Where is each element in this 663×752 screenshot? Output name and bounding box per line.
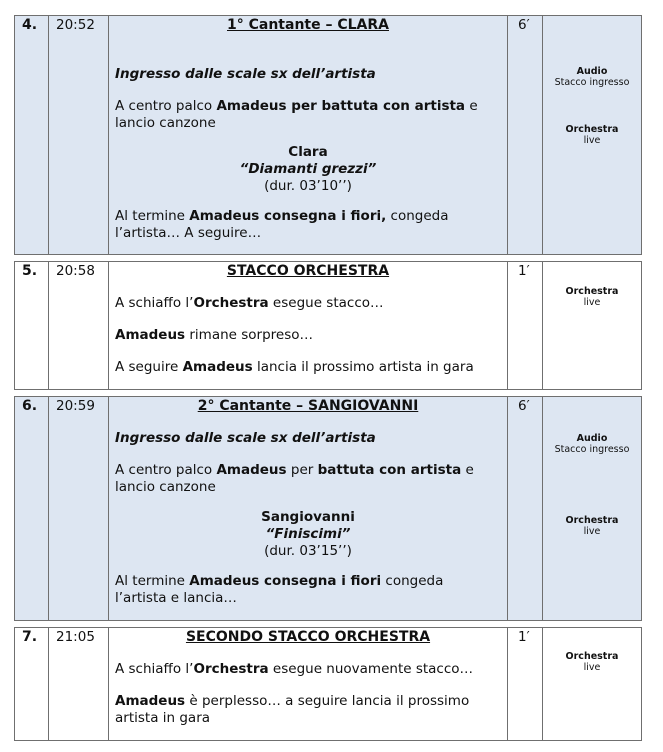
cue-duration-cell	[508, 397, 543, 620]
cue-row-5	[14, 261, 642, 390]
artist-name: Clara	[288, 144, 328, 160]
cue-number: 6.	[22, 398, 38, 414]
song-duration: (dur. 03’10’’)	[264, 178, 352, 194]
reaction-text: Amadeus rimane sorpreso…	[115, 327, 314, 343]
cue-row-6	[14, 396, 642, 621]
closing-text: Al termine Amadeus consegna i fiori congeda l’artista e lancia…	[115, 573, 444, 606]
song-title: “Finiscimi”	[265, 526, 351, 542]
closing-text: Al termine Amadeus consegna i fiori, congeda l’artista… A seguire…	[115, 208, 449, 241]
direction-text: A centro palco Amadeus per battuta con artista e lancio canzone	[115, 462, 474, 495]
cue-time-cell	[49, 628, 109, 740]
cue-duration: 6′	[518, 398, 530, 414]
cue-notes-cell	[543, 628, 641, 740]
orchestra-note: Orchestra live	[565, 124, 619, 146]
cue-duration: 1′	[518, 629, 530, 645]
entrance-note: Ingresso dalle scale sx dell’artista	[115, 430, 376, 446]
cue-row-7	[14, 627, 642, 741]
cue-duration: 6′	[518, 17, 530, 33]
cue-description-cell	[109, 262, 508, 389]
cue-time-cell	[49, 397, 109, 620]
audio-note: Audio Stacco ingresso	[554, 433, 630, 455]
cue-notes-cell	[543, 16, 641, 254]
cue-notes-cell	[543, 397, 641, 620]
cue-description-cell	[109, 16, 508, 254]
cue-duration-cell	[508, 16, 543, 254]
cue-number-cell	[15, 628, 49, 740]
direction-text: A schiaffo l’Orchestra esegue nuovamente stacco…	[115, 661, 474, 677]
cue-number-cell	[15, 16, 49, 254]
cue-description-cell	[109, 628, 508, 740]
cue-duration: 1′	[518, 263, 530, 279]
orchestra-note: Orchestra live	[565, 515, 619, 537]
cue-notes-cell	[543, 262, 641, 389]
audio-note: Audio Stacco ingresso	[554, 66, 630, 88]
cue-time-cell	[49, 16, 109, 254]
cue-title: 1° Cantante – CLARA	[227, 17, 389, 33]
direction-text: A schiaffo l’Orchestra esegue stacco…	[115, 295, 384, 311]
cue-duration-cell	[508, 628, 543, 740]
song-duration: (dur. 03’15’’)	[264, 543, 352, 559]
entrance-note: Ingresso dalle scale sx dell’artista	[115, 66, 376, 82]
cue-time: 20:52	[56, 17, 95, 33]
artist-name: Sangiovanni	[261, 509, 355, 525]
closing-text: A seguire Amadeus lancia il prossimo artista in gara	[115, 359, 474, 375]
cue-description-cell	[109, 397, 508, 620]
cue-time-cell	[49, 262, 109, 389]
cue-title: SECONDO STACCO ORCHESTRA	[185, 629, 431, 645]
cue-time: 20:59	[56, 398, 95, 414]
cue-title: STACCO ORCHESTRA	[226, 263, 390, 279]
direction-text: A centro palco Amadeus per battuta con artista e lancio canzone	[115, 98, 478, 131]
reaction-text: Amadeus è perplesso… a seguire lancia il prossimo artista in gara	[115, 693, 470, 726]
song-title: “Diamanti grezzi”	[239, 161, 377, 177]
cue-time: 20:58	[56, 263, 95, 279]
cue-number-cell	[15, 262, 49, 389]
cue-time: 21:05	[56, 629, 95, 645]
orchestra-note: Orchestra live	[565, 286, 619, 308]
orchestra-note: Orchestra live	[565, 651, 619, 673]
cue-duration-cell	[508, 262, 543, 389]
cue-number: 7.	[22, 629, 38, 645]
cue-number: 5.	[22, 263, 38, 279]
cue-number-cell	[15, 397, 49, 620]
cue-row-4	[14, 15, 642, 255]
cue-number: 4.	[22, 17, 38, 33]
cue-title: 2° Cantante – SANGIOVANNI	[197, 398, 419, 414]
